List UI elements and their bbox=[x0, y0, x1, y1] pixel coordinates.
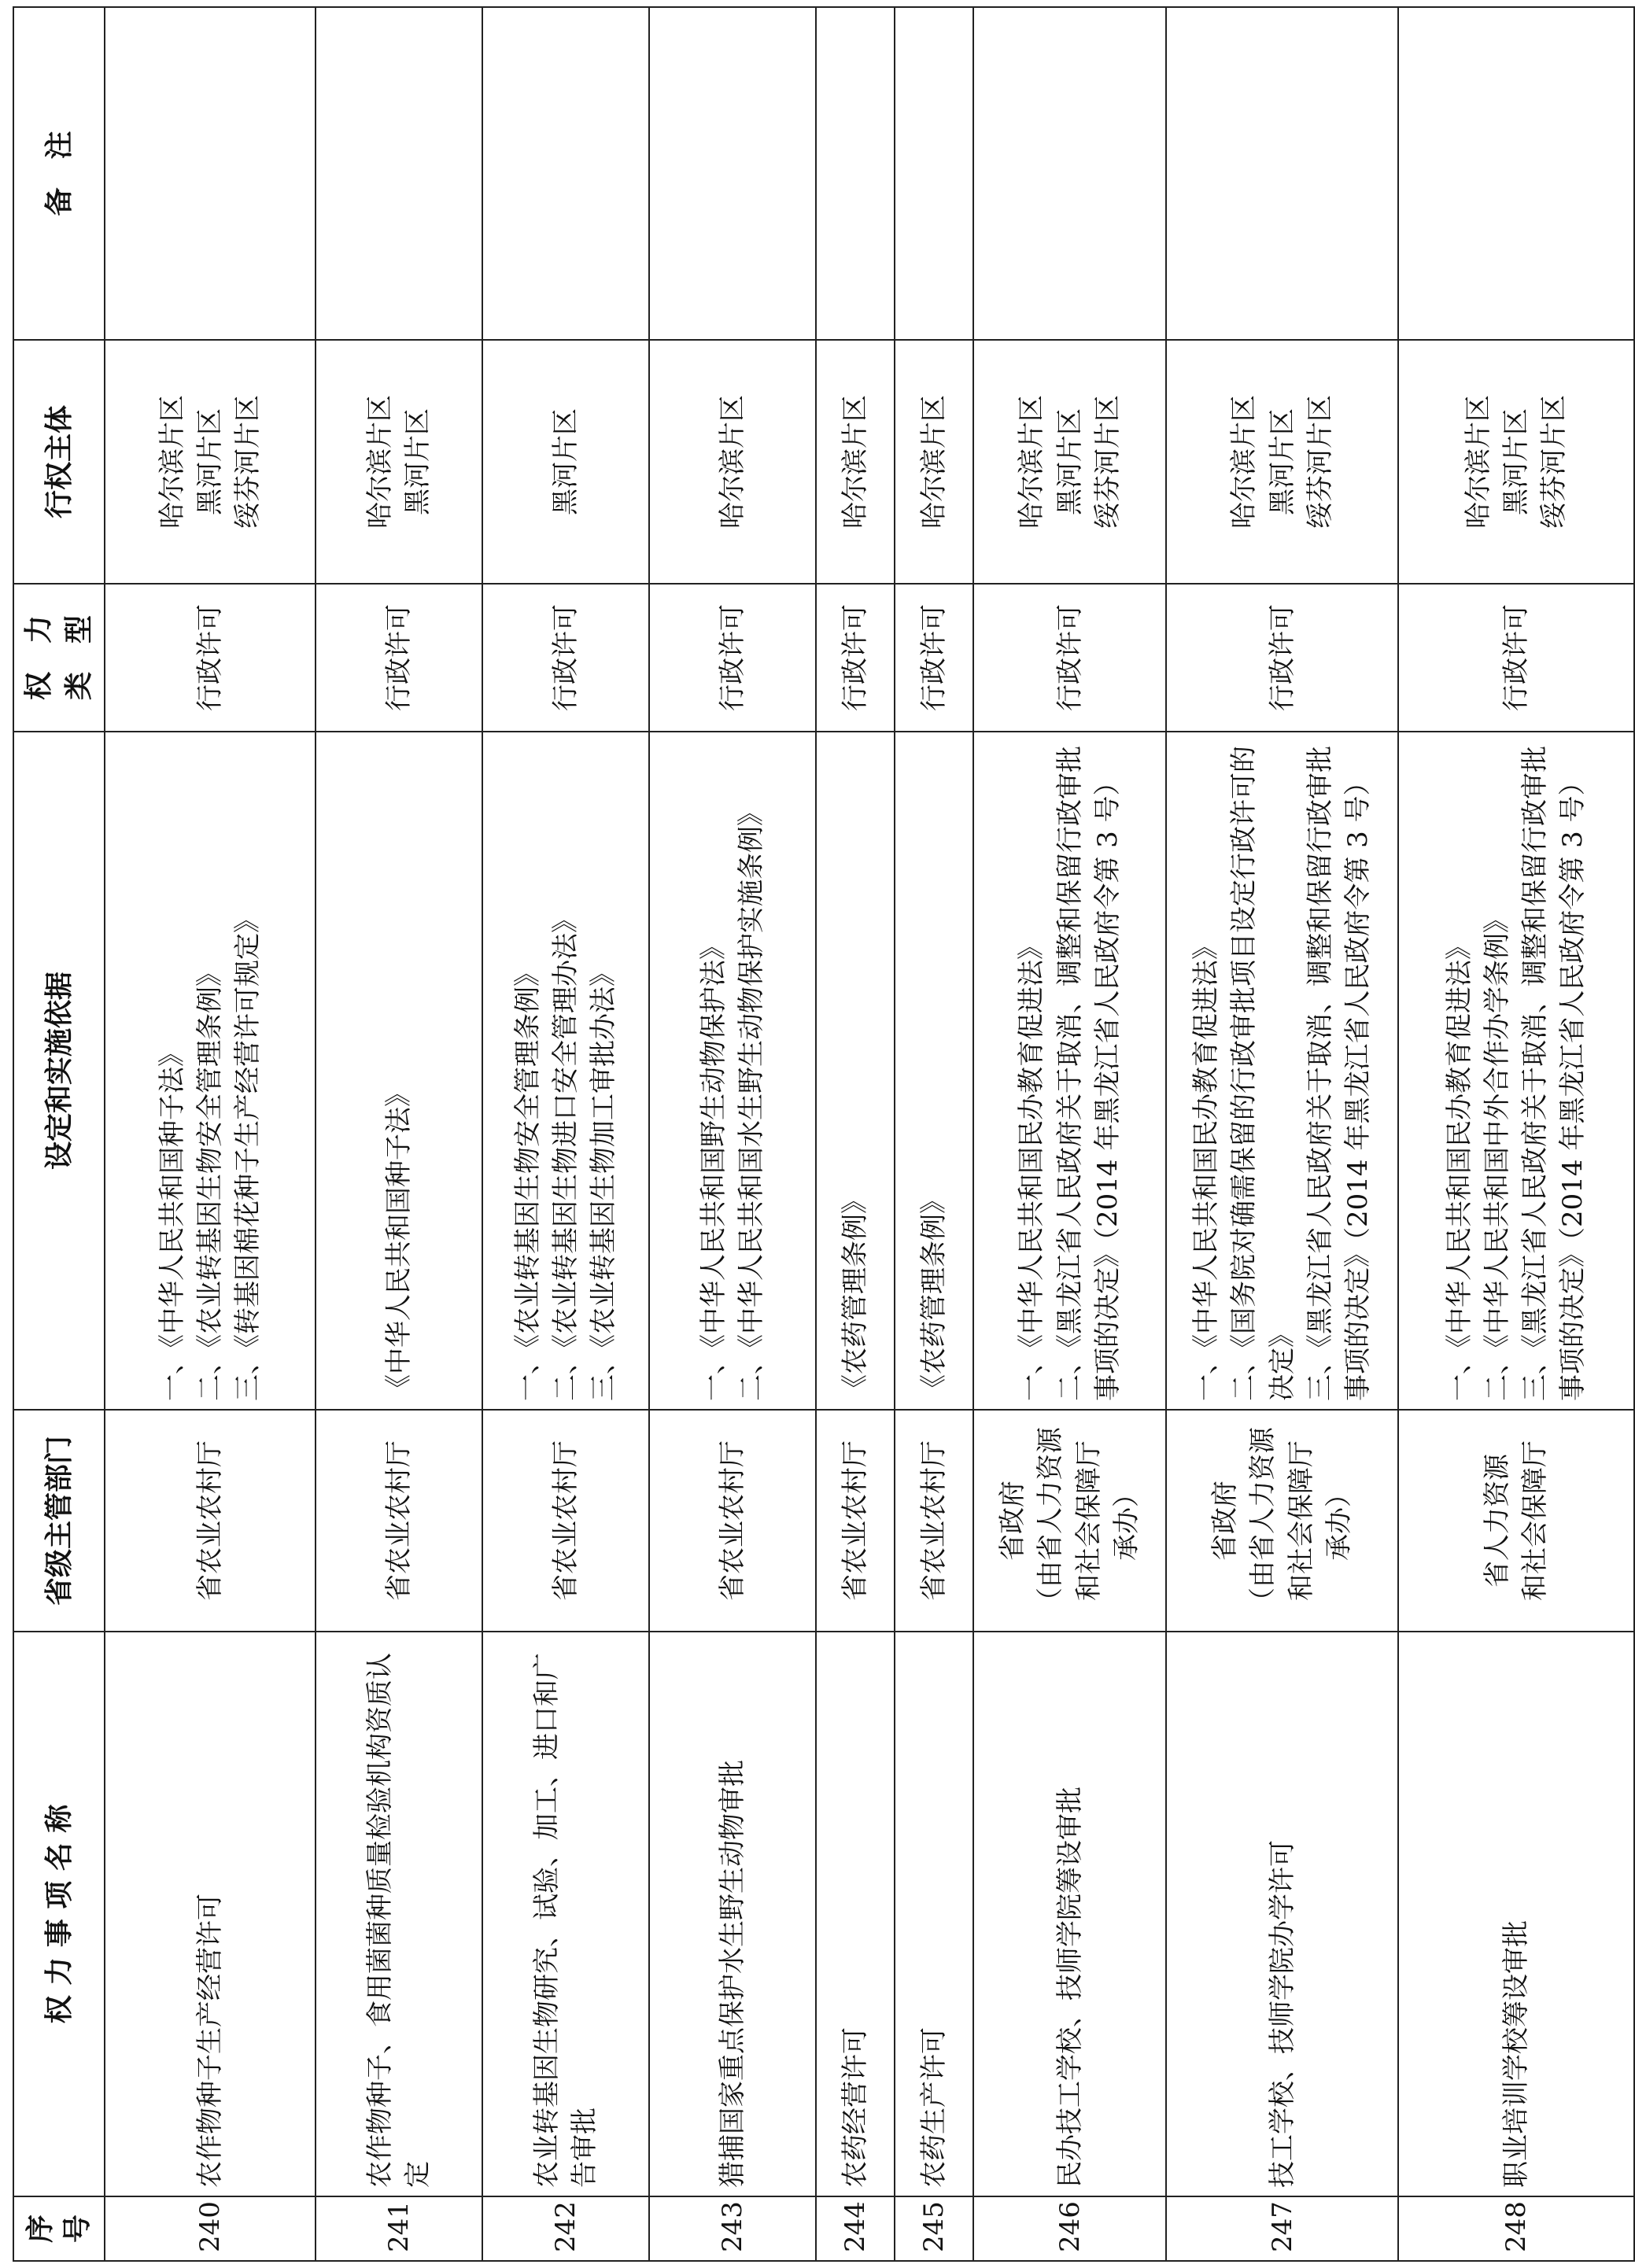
row-power-type: 行政许可 bbox=[1166, 584, 1398, 732]
row-legal-basis bbox=[482, 732, 649, 1410]
row-power-type: 行政许可 bbox=[973, 584, 1166, 732]
table-row bbox=[105, 7, 316, 2261]
row-serial-number: 245 bbox=[895, 2196, 973, 2261]
row-legal-basis bbox=[649, 732, 816, 1410]
row-item-name: 农作物种子生产经营许可 bbox=[105, 1632, 316, 2196]
basis-line: 《中华人民共和国种子法》 bbox=[383, 1080, 415, 1401]
row-item-name: 农业转基因生物研究、试验、加工、进口和广告审批 bbox=[482, 1632, 649, 2196]
basis-line: 《农药管理条例》 bbox=[918, 1187, 950, 1401]
row-item-name: 民办技工学校、技师学院筹设审批 bbox=[973, 1632, 1166, 2196]
row-serial-number: 240 bbox=[105, 2196, 316, 2261]
department-line: （由省人力资源 bbox=[1035, 1427, 1067, 1614]
subject-line: 绥芬河片区 bbox=[1304, 395, 1336, 529]
row-department bbox=[316, 1410, 482, 1632]
header-exercising-subject: 行权主体 bbox=[13, 340, 105, 584]
header-serial-line1: 序 bbox=[24, 2215, 57, 2244]
row-power-type: 行政许可 bbox=[649, 584, 816, 732]
row-remarks bbox=[895, 7, 973, 340]
power-items-table bbox=[13, 6, 1635, 2262]
department-line: 承办） bbox=[1110, 1481, 1142, 1561]
basis-line: 二、《中华人民共和国中外合作办学条例》 bbox=[1481, 906, 1513, 1401]
row-power-type: 行政许可 bbox=[482, 584, 649, 732]
row-legal-basis bbox=[105, 732, 316, 1410]
basis-line: 一、《中华人民共和国野生动物保护法》 bbox=[697, 933, 729, 1401]
table-row bbox=[482, 7, 649, 2261]
row-legal-basis bbox=[895, 732, 973, 1410]
row-remarks bbox=[816, 7, 895, 340]
row-legal-basis bbox=[316, 732, 482, 1410]
basis-line: 二、《国务院对确需保留的行政审批项目设定行政许可的决定》 bbox=[1228, 746, 1298, 1401]
department-line: 和社会保障厅 bbox=[1285, 1440, 1317, 1601]
basis-line: 一、《中华人民共和国民办教育促进法》 bbox=[1443, 933, 1475, 1401]
row-power-type: 行政许可 bbox=[895, 584, 973, 732]
subject-line: 黑河片区 bbox=[194, 408, 227, 515]
row-department bbox=[649, 1410, 816, 1632]
department-line: 省农业农村厅 bbox=[383, 1440, 415, 1601]
table-body bbox=[105, 7, 1634, 2261]
subject-line: 哈尔滨片区 bbox=[1016, 395, 1048, 529]
row-item-name: 猎捕国家重点保护水生野生动物审批 bbox=[649, 1632, 816, 2196]
table-row bbox=[1166, 7, 1398, 2261]
table-header-row bbox=[13, 7, 105, 2261]
row-serial-number: 243 bbox=[649, 2196, 816, 2261]
row-power-type: 行政许可 bbox=[105, 584, 316, 732]
department-line: 省农业农村厅 bbox=[194, 1440, 227, 1601]
subject-line: 黑河片区 bbox=[1054, 408, 1086, 515]
subject-line: 黑河片区 bbox=[1266, 408, 1298, 515]
row-exercising-subject bbox=[816, 340, 895, 584]
basis-line: 二、《农业转基因生物进口安全管理办法》 bbox=[550, 906, 582, 1401]
row-legal-basis bbox=[1166, 732, 1398, 1410]
row-remarks bbox=[482, 7, 649, 340]
row-item-name: 农作物种子、食用菌菌种质量检验机构资质认定 bbox=[316, 1632, 482, 2196]
row-item-name: 农药经营许可 bbox=[816, 1632, 895, 2196]
department-line: 承办） bbox=[1323, 1481, 1355, 1561]
subject-line: 哈尔滨片区 bbox=[364, 395, 396, 529]
row-department bbox=[482, 1410, 649, 1632]
row-exercising-subject bbox=[105, 340, 316, 584]
row-legal-basis bbox=[1398, 732, 1634, 1410]
department-line: 省农业农村厅 bbox=[840, 1440, 872, 1601]
basis-line: 三、《黑龙江省人民政府关于取消、调整和保留行政审批事项的决定》（2014 年黑龙江省人民政府令第 3 号） bbox=[1519, 746, 1589, 1401]
basis-line: 《农药管理条例》 bbox=[840, 1187, 872, 1401]
department-line: 省政府 bbox=[997, 1481, 1029, 1561]
basis-line: 三、《黑龙江省人民政府关于取消、调整和保留行政审批事项的决定》（2014 年黑龙江省人民政府令第 3 号） bbox=[1304, 746, 1375, 1401]
department-line: 省农业农村厅 bbox=[918, 1440, 950, 1601]
department-line: 和社会保障厅 bbox=[1072, 1440, 1105, 1601]
row-remarks bbox=[973, 7, 1166, 340]
row-item-name: 技工学校、技师学院办学许可 bbox=[1166, 1632, 1398, 2196]
row-exercising-subject bbox=[973, 340, 1166, 584]
header-department: 省级主管部门 bbox=[13, 1410, 105, 1632]
row-exercising-subject bbox=[1398, 340, 1634, 584]
subject-line: 绥芬河片区 bbox=[1538, 395, 1570, 529]
subject-line: 黑河片区 bbox=[550, 408, 582, 515]
department-line: 省农业农村厅 bbox=[717, 1440, 749, 1601]
row-power-type: 行政许可 bbox=[316, 584, 482, 732]
row-serial-number: 248 bbox=[1398, 2196, 1634, 2261]
basis-line: 三、《农业转基因生物加工审批办法》 bbox=[588, 960, 620, 1401]
basis-line: 一、《中华人民共和国民办教育促进法》 bbox=[1190, 933, 1223, 1401]
subject-line: 黑河片区 bbox=[402, 408, 434, 515]
header-item-name: 权 力 事 项 名 称 bbox=[13, 1632, 105, 2196]
subject-line: 哈尔滨片区 bbox=[717, 395, 749, 529]
row-exercising-subject bbox=[649, 340, 816, 584]
table-row bbox=[316, 7, 482, 2261]
row-exercising-subject bbox=[482, 340, 649, 584]
row-item-name: 农药生产许可 bbox=[895, 1632, 973, 2196]
header-power-type-line2: 类 型 bbox=[62, 615, 96, 701]
row-serial-number: 241 bbox=[316, 2196, 482, 2261]
row-department bbox=[1398, 1410, 1634, 1632]
row-serial-number: 246 bbox=[973, 2196, 1166, 2261]
row-power-type: 行政许可 bbox=[1398, 584, 1634, 732]
row-serial-number: 247 bbox=[1166, 2196, 1398, 2261]
row-serial-number: 242 bbox=[482, 2196, 649, 2261]
department-line: 省农业农村厅 bbox=[550, 1440, 582, 1601]
row-serial-number: 244 bbox=[816, 2196, 895, 2261]
basis-line: 二、《中华人民共和国水生野生动物保护实施条例》 bbox=[736, 799, 768, 1401]
header-legal-basis: 设定和实施依据 bbox=[13, 732, 105, 1410]
row-exercising-subject bbox=[895, 340, 973, 584]
subject-line: 哈尔滨片区 bbox=[1462, 395, 1494, 529]
header-serial-line2: 号 bbox=[61, 2215, 94, 2244]
table-row bbox=[973, 7, 1166, 2261]
row-department bbox=[973, 1410, 1166, 1632]
basis-line: 一、《中华人民共和国民办教育促进法》 bbox=[1016, 933, 1048, 1401]
row-power-type: 行政许可 bbox=[816, 584, 895, 732]
row-department bbox=[895, 1410, 973, 1632]
department-line: 省人力资源 bbox=[1481, 1454, 1513, 1588]
header-power-type bbox=[13, 584, 105, 732]
basis-line: 二、《黑龙江省人民政府关于取消、调整和保留行政审批事项的决定》（2014 年黑龙江省人民政府令第 3 号） bbox=[1054, 746, 1124, 1401]
rotated-table-wrapper bbox=[13, 8, 1589, 2262]
subject-line: 绥芬河片区 bbox=[232, 395, 264, 529]
subject-line: 哈尔滨片区 bbox=[918, 395, 950, 529]
row-remarks bbox=[1166, 7, 1398, 340]
row-legal-basis bbox=[973, 732, 1166, 1410]
basis-line: 一、《中华人民共和国种子法》 bbox=[156, 1040, 188, 1401]
subject-line: 黑河片区 bbox=[1500, 408, 1533, 515]
subject-line: 哈尔滨片区 bbox=[156, 395, 188, 529]
department-line: 和社会保障厅 bbox=[1519, 1440, 1552, 1601]
header-remarks: 备 注 bbox=[13, 7, 105, 340]
table-row bbox=[649, 7, 816, 2261]
subject-line: 哈尔滨片区 bbox=[1228, 395, 1260, 529]
row-exercising-subject bbox=[316, 340, 482, 584]
row-department bbox=[816, 1410, 895, 1632]
basis-line: 三、《转基因棉花种子生产经营许可规定》 bbox=[232, 906, 264, 1401]
table-row bbox=[816, 7, 895, 2261]
header-power-type-line1: 权 力 bbox=[22, 615, 55, 701]
subject-line: 绥芬河片区 bbox=[1091, 395, 1124, 529]
basis-line: 一、《农业转基因生物安全管理条例》 bbox=[511, 960, 544, 1401]
row-legal-basis bbox=[816, 732, 895, 1410]
subject-line: 哈尔滨片区 bbox=[840, 395, 872, 529]
table-row bbox=[1398, 7, 1634, 2261]
header-serial-number bbox=[13, 2196, 105, 2261]
row-remarks bbox=[1398, 7, 1634, 340]
row-department bbox=[105, 1410, 316, 1632]
row-item-name: 职业培训学校筹设审批 bbox=[1398, 1632, 1634, 2196]
row-remarks bbox=[316, 7, 482, 340]
row-department bbox=[1166, 1410, 1398, 1632]
department-line: （由省人力资源 bbox=[1247, 1427, 1279, 1614]
row-remarks bbox=[649, 7, 816, 340]
table-row bbox=[895, 7, 973, 2261]
department-line: 省政府 bbox=[1209, 1481, 1242, 1561]
basis-line: 二、《农业转基因生物安全管理条例》 bbox=[194, 960, 227, 1401]
row-exercising-subject bbox=[1166, 340, 1398, 584]
row-remarks bbox=[105, 7, 316, 340]
